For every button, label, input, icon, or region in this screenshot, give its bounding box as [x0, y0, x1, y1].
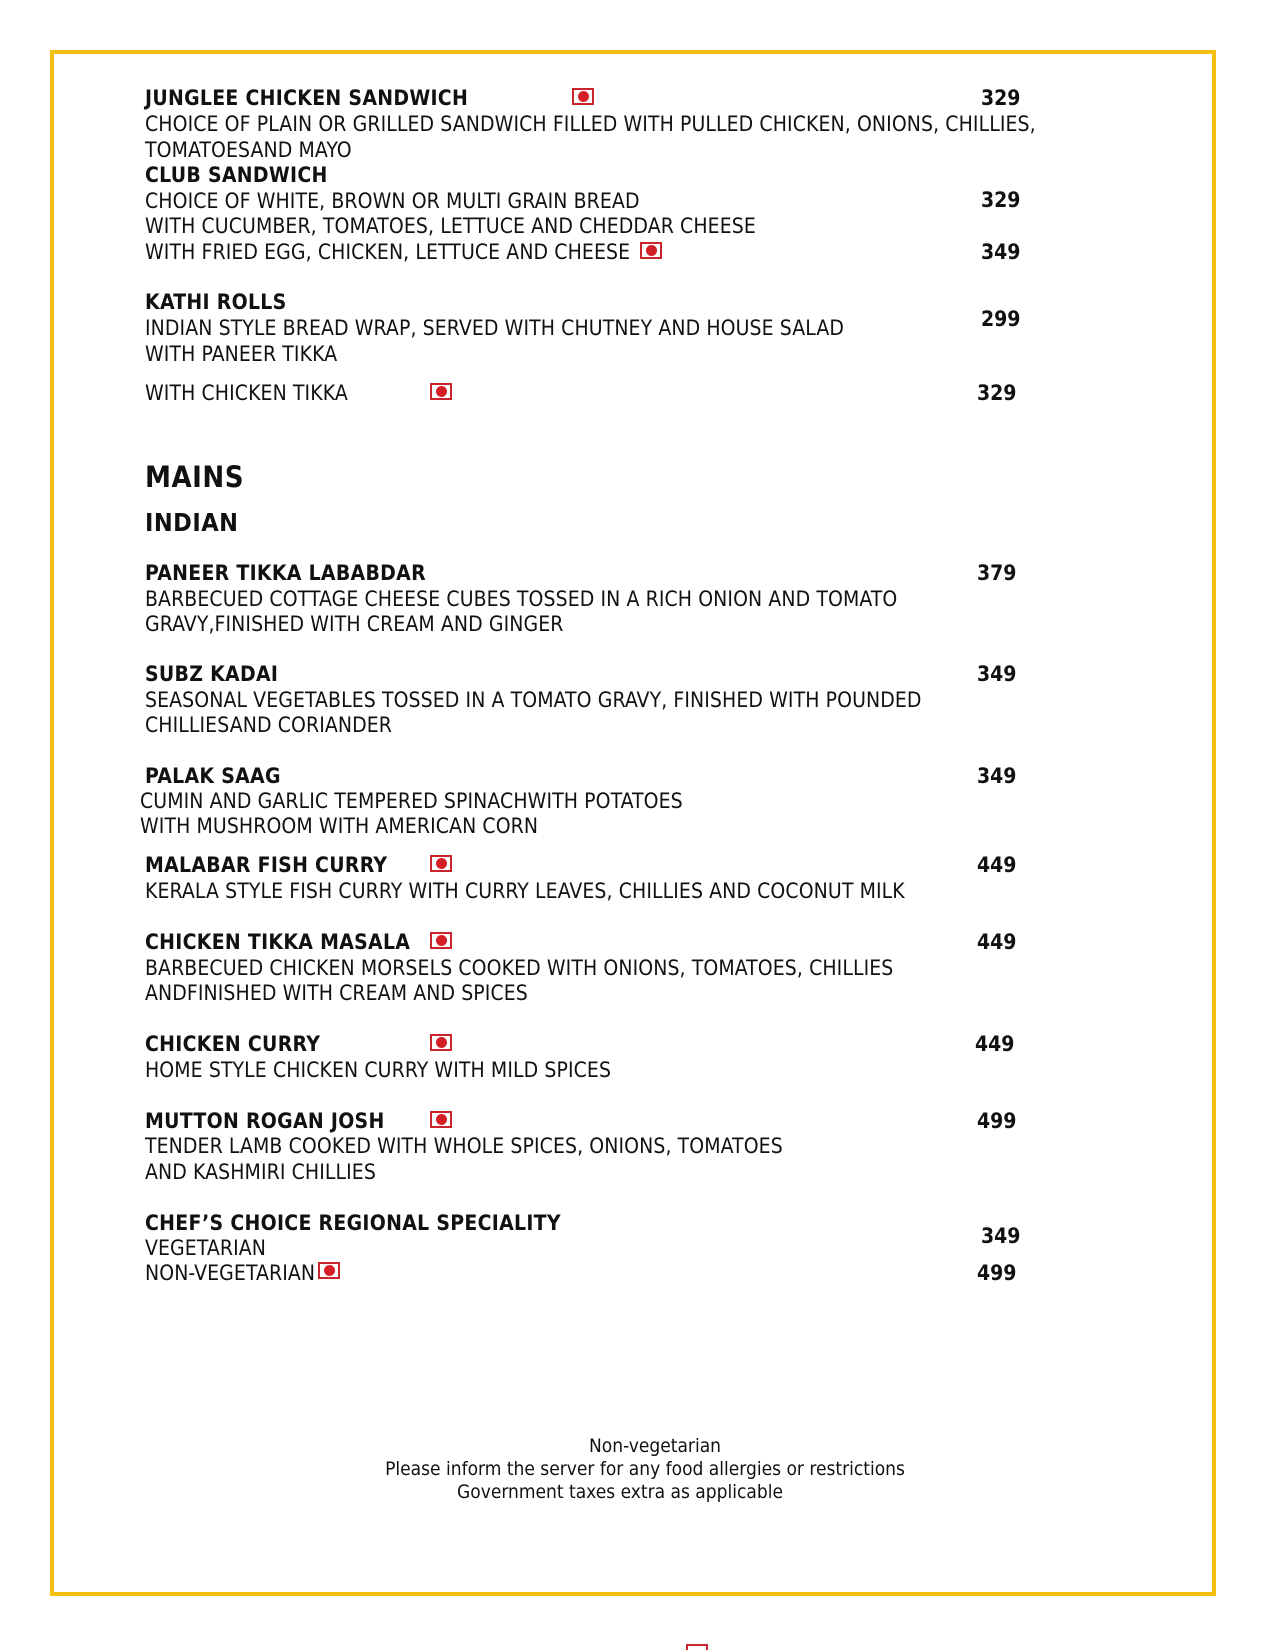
non-veg-icon	[640, 242, 662, 259]
item-price: 349	[981, 240, 1021, 264]
item-description: CUMIN AND GARLIC TEMPERED SPINACHWITH POTATOES	[140, 789, 683, 813]
item-name: PANEER TIKKA LABABDAR	[145, 561, 426, 585]
non-veg-icon	[430, 1034, 452, 1051]
item-description: TENDER LAMB COOKED WITH WHOLE SPICES, ONIONS, TOMATOES	[145, 1134, 783, 1158]
item-name: MALABAR FISH CURRY	[145, 853, 388, 877]
footer-allergy-note: Please inform the server for any food allergies or restrictions	[385, 1458, 905, 1480]
item-option: WITH PANEER TIKKA	[145, 342, 338, 366]
section-subtitle-indian: INDIAN	[145, 508, 239, 537]
item-name: CHICKEN TIKKA MASALA	[145, 930, 411, 954]
footer-taxes-clip	[0, 1480, 1275, 1502]
item-price: 299	[981, 307, 1021, 331]
item-description: CHOICE OF PLAIN OR GRILLED SANDWICH FILLED WITH PULLED CHICKEN, ONIONS, CHILLIES,	[145, 112, 1036, 136]
non-veg-icon	[430, 383, 452, 400]
item-description: AND KASHMIRI CHILLIES	[145, 1160, 376, 1184]
section-title-mains: MAINS	[145, 460, 244, 494]
non-veg-icon	[430, 855, 452, 872]
item-description: TOMATOESAND MAYO	[145, 138, 352, 162]
non-veg-icon	[430, 932, 452, 949]
item-price: 349	[977, 764, 1017, 788]
item-price: 499	[977, 1109, 1017, 1133]
item-description: ANDFINISHED WITH CREAM AND SPICES	[145, 981, 528, 1005]
item-description: WITH MUSHROOM WITH AMERICAN CORN	[140, 814, 539, 838]
item-price: 379	[977, 561, 1017, 585]
item-name: KATHI ROLLS	[145, 290, 287, 314]
item-description: CHOICE OF WHITE, BROWN OR MULTI GRAIN BREAD	[145, 189, 640, 213]
item-description: BARBECUED CHICKEN MORSELS COOKED WITH ONIONS, TOMATOES, CHILLIES	[145, 956, 894, 980]
item-description: CHILLIESAND CORIANDER	[145, 713, 393, 737]
item-description: KERALA STYLE FISH CURRY WITH CURRY LEAVES, CHILLIES AND COCONUT MILK	[145, 879, 905, 903]
item-description: HOME STYLE CHICKEN CURRY WITH MILD SPICES	[145, 1058, 612, 1082]
item-price: 449	[977, 930, 1017, 954]
item-description: INDIAN STYLE BREAD WRAP, SERVED WITH CHUTNEY AND HOUSE SALAD	[145, 316, 845, 340]
item-price: 449	[975, 1032, 1015, 1056]
item-name: PALAK SAAG	[145, 764, 281, 788]
item-price: 329	[977, 381, 1017, 405]
item-price: 499	[977, 1261, 1017, 1285]
item-description: SEASONAL VEGETABLES TOSSED IN A TOMATO GRAVY, FINISHED WITH POUNDED	[145, 688, 922, 712]
item-price: 329	[981, 86, 1021, 110]
item-option: NON-VEGETARIAN	[145, 1261, 316, 1285]
item-name: CLUB SANDWICH	[145, 163, 328, 187]
item-description: GRAVY,FINISHED WITH CREAM AND GINGER	[145, 612, 564, 636]
non-veg-icon	[318, 1262, 340, 1279]
item-name: JUNGLEE CHICKEN SANDWICH	[145, 86, 469, 110]
non-veg-icon	[686, 1644, 708, 1650]
item-description: BARBECUED COTTAGE CHEESE CUBES TOSSED IN A RICH ONION AND TOMATO	[145, 587, 898, 611]
item-price: 449	[977, 853, 1017, 877]
item-option: WITH FRIED EGG, CHICKEN, LETTUCE AND CHEESE	[145, 240, 631, 264]
item-option: WITH CUCUMBER, TOMATOES, LETTUCE AND CHEDDAR CHEESE	[145, 214, 756, 238]
item-name: CHICKEN CURRY	[145, 1032, 321, 1056]
item-name: MUTTON ROGAN JOSH	[145, 1109, 385, 1133]
item-price: 349	[981, 1224, 1021, 1248]
footer-legend: Non-vegetarian	[589, 1435, 721, 1457]
footer-taxes-note: Government taxes extra as applicable	[457, 1481, 783, 1502]
non-veg-icon	[430, 1111, 452, 1128]
item-price: 349	[977, 662, 1017, 686]
item-name: SUBZ KADAI	[145, 662, 279, 686]
non-veg-icon	[572, 88, 594, 105]
item-price: 329	[981, 188, 1021, 212]
item-name: CHEF’S CHOICE REGIONAL SPECIALITY	[145, 1211, 561, 1235]
item-option: VEGETARIAN	[145, 1236, 267, 1260]
item-option: WITH CHICKEN TIKKA	[145, 381, 348, 405]
